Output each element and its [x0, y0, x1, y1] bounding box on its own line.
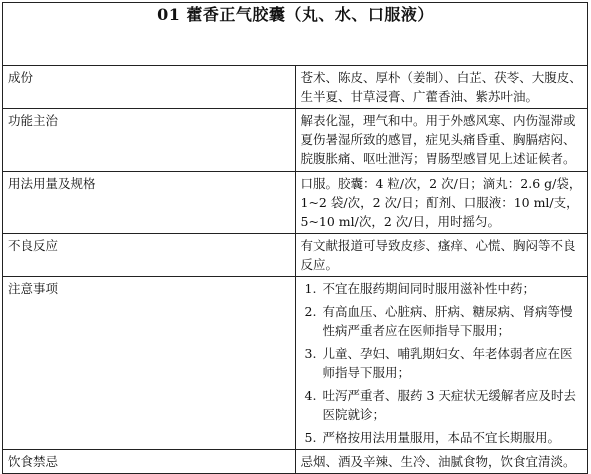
caution-number: 1. [304, 281, 317, 296]
usage-row [3, 172, 588, 234]
ingredients-label: 成份 [3, 66, 296, 109]
caution-item [301, 428, 584, 447]
diet-row [3, 450, 588, 474]
caution-item [301, 386, 584, 424]
drug-title: 01 藿香正气胶囊（丸、水、口服液） [157, 5, 434, 24]
caution-text: 儿童、孕妇、哺乳期妇女、年老体弱者应在医师指导下服用； [322, 346, 573, 380]
caution-number: 2. [304, 304, 317, 319]
caution-text: 有高血压、心脏病、肝病、糖尿病、肾病等慢性病严重者应在医师指导下服用； [322, 304, 573, 338]
function-value: 解表化湿，理气和中。用于外感风寒、内伤湿滞或夏伤暑湿所致的感冒，症见头痛昏重、胸膈痞闷、脘腹胀痛、呕吐泄泻；胃肠型感冒见上述证候者。 [295, 109, 588, 172]
adverse-row [3, 234, 588, 277]
ingredients-row [3, 66, 588, 109]
caution-number: 4. [304, 388, 317, 403]
diet-label: 饮食禁忌 [3, 450, 296, 474]
caution-text: 不宜在服药期间同时服用滋补性中药； [322, 281, 536, 296]
cautions-list [301, 279, 584, 447]
title-row [3, 3, 588, 66]
caution-text: 严格按用法用量服用，本品不宜长期服用。 [322, 430, 561, 445]
drug-info-table [2, 2, 588, 474]
usage-label: 用法用量及规格 [3, 172, 296, 234]
function-row [3, 109, 588, 172]
cautions-label: 注意事项 [3, 277, 296, 450]
caution-item [301, 344, 584, 382]
ingredients-value: 苍术、陈皮、厚朴（姜制）、白芷、茯苓、大腹皮、生半夏、甘草浸膏、广藿香油、紫苏叶油。 [295, 66, 588, 109]
usage-value: 口服。胶囊：4 粒/次，2 次/日；滴丸：2.6 g/袋，1~2 袋/次，2 次/日；酊剂、口服液：10 ml/支，5~10 ml/次，2 次/日，用时摇匀。 [295, 172, 588, 234]
function-label: 功能主治 [3, 109, 296, 172]
cautions-value [295, 277, 588, 450]
cautions-row [3, 277, 588, 450]
adverse-value: 有文献报道可导致皮疹、瘙痒、心慌、胸闷等不良反应。 [295, 234, 588, 277]
caution-text: 吐泻严重者、服药 3 天症状无缓解者应及时去医院就诊； [322, 388, 576, 422]
diet-value: 忌烟、酒及辛辣、生冷、油腻食物，饮食宜清淡。 [295, 450, 588, 474]
adverse-label: 不良反应 [3, 234, 296, 277]
caution-number: 5. [304, 430, 317, 445]
caution-number: 3. [304, 346, 317, 361]
caution-item [301, 302, 584, 340]
title-cell [3, 3, 588, 66]
caution-item [301, 279, 584, 298]
